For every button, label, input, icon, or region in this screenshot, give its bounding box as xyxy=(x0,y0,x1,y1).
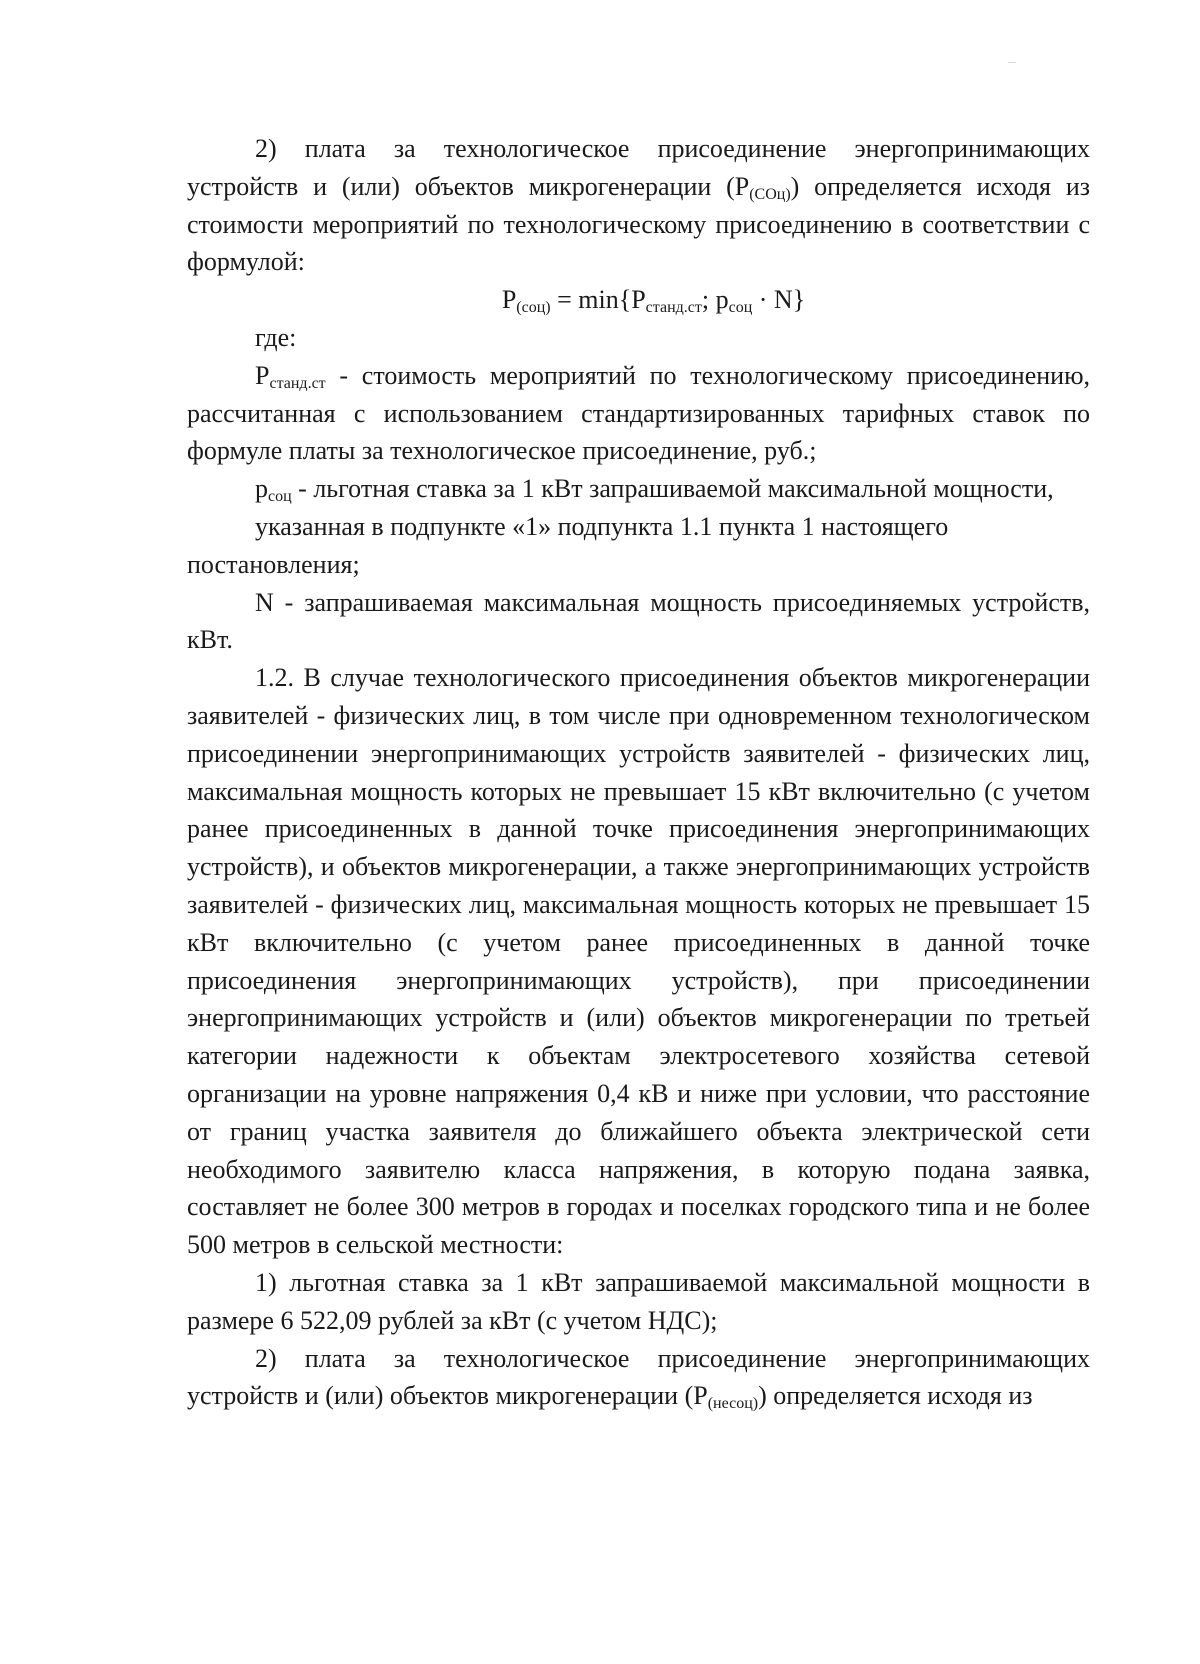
formula-part: P xyxy=(501,285,517,315)
formula-subscript: станд.ст xyxy=(645,299,702,317)
text: - льготная ставка за 1 кВт запрашиваемой максимальной мощности, xyxy=(291,474,1054,504)
definition-p-soc-end: постановления; xyxy=(187,549,360,579)
paragraph-payment-non-social xyxy=(187,1340,1090,1416)
paragraph-rate: 1) льготная ставка за 1 кВт запрашиваемой максимальной мощности в размере 6 522,09 рублей за кВт (с учетом НДС); xyxy=(187,1267,1090,1335)
text: - стоимость мероприятий по технологическому присоединению, рассчитанная с использованием стандартизированных тарифных ставок по формуле платы за технологическое присоединение, руб.; xyxy=(187,360,1090,466)
formula-part: = min{P xyxy=(550,285,646,315)
variable: p xyxy=(255,474,268,504)
paragraph-payment-social xyxy=(187,130,1090,281)
definition-p-soc xyxy=(187,470,1090,508)
paragraph-1-2: 1.2. В случае технологического присоединения объектов микрогенерации заявителей - физических лиц, в том числе при одновременном технологическом присоединении энергопринимающих устройств заявителей - физических лиц, максимальная мощность которых не превышает 15 кВт включительно (с учетом ранее присоединенных в данной точке присоединения энергопринимающих устройств), и объектов микрогенерации, а также энергопринимающих устройств заявителей - физических лиц, максимальная мощность которых не превышает 15 кВт включительно (с учетом ранее присоединенных в данной точке присоединения энергопринимающих устройств), при присоединении энергопринимающих устройств и (или) объектов микрогенерации по третьей категории надежности к объектам электросетевого хозяйства сетевой организации на уровне напряжения 0,4 кВ и ниже при условии, что расстояние от границ участка заявителя до ближайшего объекта электрической сети необходимого заявителю класса напряжения, в которую подана заявка, составляет не более 300 метров в городах и поселках городского типа и не более 500 метров в сельской местности: xyxy=(187,663,1090,1260)
text: ) определяется исходя из xyxy=(758,1381,1033,1411)
variable: P xyxy=(255,360,270,390)
subscript: станд.ст xyxy=(269,374,326,392)
where-label: где: xyxy=(255,322,297,352)
formula-subscript: соц xyxy=(728,299,753,317)
subscript: (несоц) xyxy=(707,1395,759,1413)
formula-part: · N} xyxy=(752,285,806,315)
definition-p-stand xyxy=(187,357,1090,470)
formula-subscript: (соц) xyxy=(516,299,551,317)
scan-speck xyxy=(1008,62,1016,63)
definition-p-soc-continued: указанная в подпункте «1» подпункта 1.1 пункта 1 настоящего xyxy=(255,511,949,541)
formula xyxy=(187,281,1090,319)
formula-part: ; p xyxy=(701,285,729,315)
document-body xyxy=(187,130,1090,1415)
text: 2) плата за технологическое присоединение энергопринимающих устройств и (или) объектов микрогенерации (P xyxy=(187,134,1090,201)
subscript: соц xyxy=(268,488,292,506)
subscript: (СОц) xyxy=(749,185,791,203)
text: ) определяется исходя из стоимости мероприятий по технологическому присоединению в соответствии с формулой: xyxy=(187,171,1091,277)
definition-n: N - запрашиваемая максимальная мощность присоединяемых устройств, кВт. xyxy=(187,587,1090,655)
text: 2) плата за технологическое присоединение энергопринимающих устройств и (или) объектов микрогенерации (P xyxy=(187,1343,1090,1411)
